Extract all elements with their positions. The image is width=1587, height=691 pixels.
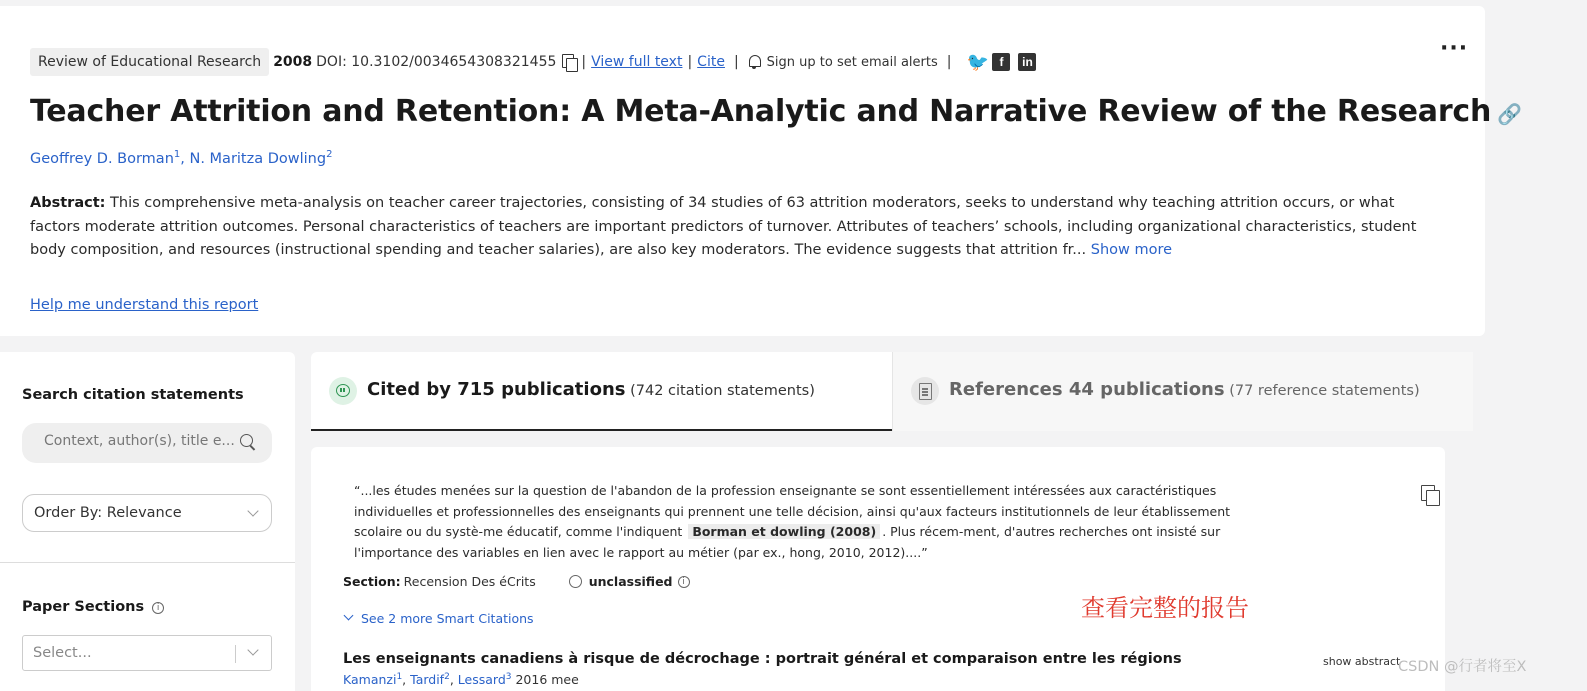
paper-header-card bbox=[0, 6, 1522, 336]
twitter-icon[interactable]: 🐦 bbox=[966, 52, 989, 72]
author-link[interactable] bbox=[410, 672, 450, 687]
separator: | bbox=[733, 54, 739, 70]
search-heading: Search citation statements bbox=[22, 387, 244, 403]
quote-text: . Plus récem-ment, d'autres recherches ont insisté sur l'importance des variables en lien avec le rapport au métier (par ex., hong, 2010, 2012)....” bbox=[354, 524, 1221, 561]
chevron-down-icon bbox=[247, 505, 258, 516]
show-more-link[interactable]: Show more bbox=[1090, 242, 1173, 258]
author-name: Kamanzi bbox=[343, 672, 397, 688]
tab-cited-by-count: (742 citation statements) bbox=[625, 383, 815, 399]
author-list bbox=[30, 149, 332, 167]
copy-icon[interactable] bbox=[1421, 485, 1441, 505]
see-more-citations-link[interactable] bbox=[343, 611, 534, 626]
cite-link[interactable]: Cite bbox=[697, 54, 725, 70]
author-separator: , bbox=[180, 150, 190, 167]
search-box[interactable] bbox=[22, 423, 272, 463]
author-link[interactable] bbox=[343, 672, 402, 687]
section-value: Recension Des éCrits bbox=[403, 574, 536, 589]
author-link[interactable] bbox=[189, 151, 332, 167]
overlay-annotation: 查看完整的报告 bbox=[1081, 594, 1249, 622]
facebook-icon[interactable]: f bbox=[992, 53, 1010, 71]
select-divider bbox=[235, 645, 236, 663]
journal-chip[interactable]: Review of Educational Research bbox=[30, 48, 269, 76]
citing-paper-authors: Kamanzi$^1$, Tardif$^2$, Lessard$^3$ 2016 mee bbox=[343, 672, 579, 688]
separator: | bbox=[946, 54, 952, 70]
citation-quote bbox=[354, 481, 1234, 564]
more-options-button[interactable]: ··· bbox=[1440, 36, 1469, 61]
abstract-text: This comprehensive meta-analysis on teacher career trajectories, consisting of 34 studies of 63 attrition moderators, seeks to understand why teaching attrition occurs, or what factors moderate attrition outcomes. Personal characteristics of teachers are important predictors of turnover. Attributes of teachers’ schools, including organizational characteristics, student body composition, and resources (instructional spending and teacher salaries), are also key moderators. The evidence suggests that attrition fr... bbox=[30, 195, 1417, 258]
see-more-label: See 2 more Smart Citations bbox=[361, 611, 534, 626]
paper-sections-select[interactable] bbox=[22, 635, 272, 671]
author-affiliation: 2 bbox=[326, 149, 333, 160]
paper-sections-label: Paper Sections bbox=[22, 599, 145, 615]
paper-meta-row bbox=[30, 47, 1036, 77]
tab-references[interactable] bbox=[892, 352, 1473, 431]
quote-text: “...les études menées sur la question de l'abandon de la profession enseignante se sont essentiellement intéressées aux caractéristiques individuelles et professionnelles des enseignants qui prennent une telle décision, ainsi qu'aux facteurs institutionnels de leur établissement scolaire ou du systè-me éducatif, comme l'indiquent bbox=[354, 483, 1231, 540]
tab-references-count: (77 reference statements) bbox=[1224, 383, 1420, 399]
tab-cited-by-label: Cited by 715 publications bbox=[367, 379, 626, 400]
author-affiliation: 2 bbox=[444, 672, 450, 682]
citation-card bbox=[311, 447, 1445, 691]
document-icon bbox=[911, 377, 939, 405]
doi-text: DOI: 10.3102/0034654308321455 bbox=[316, 54, 557, 70]
copy-doi-icon[interactable] bbox=[562, 54, 576, 70]
paper-sections-placeholder: Select... bbox=[33, 645, 92, 661]
view-full-text-link[interactable]: View full text bbox=[591, 54, 683, 70]
author-name: Lessard bbox=[457, 672, 506, 688]
search-icon[interactable] bbox=[240, 434, 258, 452]
author-name: Geoffrey D. Borman bbox=[30, 150, 174, 167]
author-link[interactable] bbox=[458, 672, 512, 687]
search-input[interactable] bbox=[44, 433, 234, 449]
section-row bbox=[343, 574, 690, 589]
bell-icon[interactable] bbox=[748, 55, 760, 69]
author-name: N. Maritza Dowling bbox=[189, 150, 327, 167]
info-icon[interactable]: i bbox=[152, 602, 164, 614]
quote-highlight: Borman et dowling (2008) bbox=[688, 524, 880, 539]
sidebar-divider bbox=[0, 562, 295, 563]
author-affiliation: 1 bbox=[396, 672, 403, 682]
separator: | bbox=[581, 54, 587, 70]
separator: | bbox=[687, 54, 693, 70]
classification-label: unclassified bbox=[588, 574, 673, 589]
info-icon[interactable]: i bbox=[678, 576, 690, 588]
citation-tabs bbox=[311, 352, 1473, 431]
classification-radio[interactable] bbox=[569, 575, 582, 588]
paper-sections-heading bbox=[22, 599, 164, 615]
author-name: Tardif bbox=[410, 672, 445, 688]
abstract bbox=[30, 192, 1420, 263]
watermark: CSDN @行者将至X bbox=[1398, 659, 1527, 675]
abstract-label: Abstract: bbox=[30, 195, 106, 211]
social-share bbox=[966, 53, 1036, 71]
tab-cited-by-text bbox=[367, 379, 815, 400]
show-abstract-link[interactable]: show abstract bbox=[1323, 655, 1401, 668]
author-affiliation: 1 bbox=[173, 149, 181, 160]
tab-references-text bbox=[949, 379, 1420, 400]
author-affiliation: 3 bbox=[505, 672, 512, 682]
tab-references-label: References 44 publications bbox=[949, 379, 1225, 400]
paper-title bbox=[30, 94, 1522, 129]
link-icon[interactable]: 🔗 bbox=[1497, 102, 1522, 126]
publication-year: 2008 bbox=[273, 54, 313, 70]
linkedin-icon[interactable]: in bbox=[1018, 53, 1036, 71]
chevron-down-icon bbox=[344, 611, 354, 621]
chevron-down-icon bbox=[247, 644, 258, 655]
email-alerts-link[interactable]: Sign up to set email alerts bbox=[766, 54, 938, 70]
citing-paper-meta: 2016 mee bbox=[511, 672, 579, 688]
order-by-select[interactable] bbox=[22, 494, 272, 532]
order-by-value: Order By: Relevance bbox=[34, 505, 182, 521]
help-understand-link[interactable]: Help me understand this report bbox=[30, 297, 259, 313]
tab-cited-by[interactable] bbox=[311, 352, 892, 431]
filter-sidebar bbox=[0, 352, 295, 691]
author-link[interactable] bbox=[30, 151, 180, 167]
paper-title-text: Teacher Attrition and Retention: A Meta-Analytic and Narrative Review of the Research bbox=[30, 94, 1492, 129]
citing-paper-title[interactable]: Les enseignants canadiens à risque de décrochage : portrait général et comparaison entre les régions bbox=[343, 651, 1182, 667]
section-label: Section: bbox=[343, 574, 401, 589]
citation-quote-icon bbox=[329, 377, 357, 405]
